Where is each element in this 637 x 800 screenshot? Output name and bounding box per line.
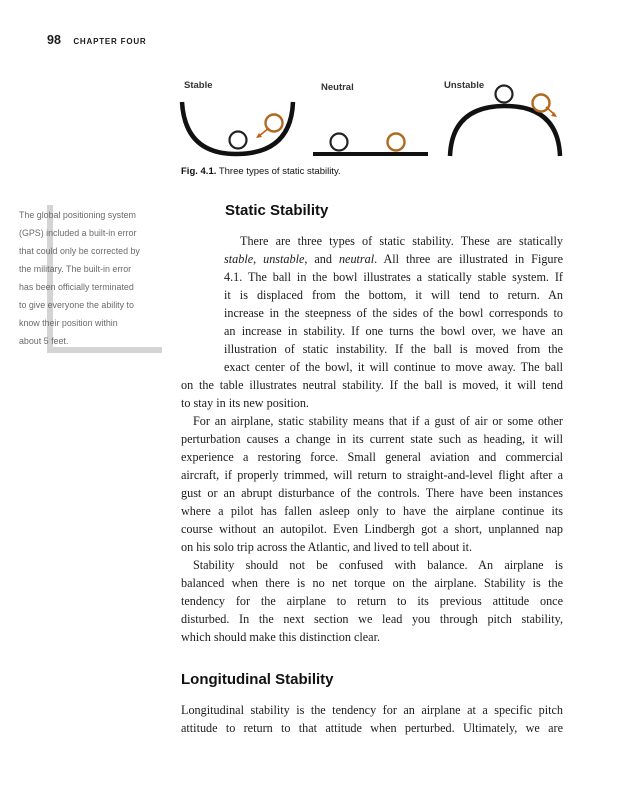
term-neutral: neutral (338, 252, 375, 266)
term-stable: stable (224, 252, 254, 266)
separator: , (253, 252, 264, 266)
body-line: disturbed. In the next section we lead you through pitch stability, (181, 612, 563, 626)
sidebar-note (19, 206, 163, 350)
body-line (224, 250, 563, 268)
body-line: perturbation causes a change in its current state such as heading, it will (181, 432, 563, 446)
section-heading-longitudinal-stability: Longitudinal Stability (181, 671, 334, 688)
neutral-ball-2 (388, 134, 405, 151)
body-line: aircraft, if properly trimmed, will return to straight-and-level flight after a (181, 468, 563, 482)
unstable-hill (450, 106, 560, 156)
sidebar-line: to give everyone the ability to (19, 300, 134, 310)
body-line: on his solo trip across the Atlantic, and lived to tell about it. (181, 540, 473, 554)
body-line: on the table illustrates neutral stability. If the ball is moved, it will tend (181, 378, 563, 392)
stable-ball-rest (230, 132, 247, 149)
body-line: an increase in stability. If one turns the bowl over, we have an (224, 324, 563, 338)
body-line: For an airplane, static stability means that if a gust of air or some other (193, 414, 563, 428)
body-line: Longitudinal stability is the tendency for an airplane at a specific pitch (181, 703, 563, 717)
body-line: course without an autopilot. Even Lindbergh got a short, unplanned nap (181, 522, 563, 536)
body-line: it is displaced from the bottom, it will tend to return. An (224, 288, 563, 302)
body-line: exact center of the bowl, it will continue to move away. The ball (224, 360, 563, 374)
body-line: Stability should not be confused with balance. An airplane is (193, 558, 563, 572)
neutral-table (313, 152, 428, 156)
sidebar-line: The global positioning system (19, 210, 136, 220)
sidebar-line: about 5 feet. (19, 336, 69, 346)
body-text: . All three are illustrated in Figure (374, 252, 563, 266)
caption-text: Three types of static stability. (218, 166, 341, 177)
body-line: attitude to return to that attitude when perturbed. Ultimately, we are (181, 721, 563, 735)
sidebar-line: (GPS) included a built-in error (19, 228, 137, 238)
caption-label: Fig. 4.1. (181, 166, 217, 177)
sidebar-line: that could only be corrected by (19, 246, 140, 256)
body-line: There are three types of static stability. These are statically (240, 234, 563, 248)
figure-static-stability (176, 76, 572, 166)
body-line: tendency for the airplane to return to its previous attitude once (181, 594, 563, 608)
stable-arrow (259, 128, 269, 136)
body-line: 4.1. The ball in the bowl illustrates a statically stable system. If (224, 270, 563, 284)
neutral-ball-1 (331, 134, 348, 151)
stable-label: Stable (184, 80, 213, 91)
body-line: increase in the steepness of the sides of the bowl corresponds to (224, 306, 563, 320)
unstable-label: Unstable (444, 80, 485, 91)
body-line: which should make this distinction clear. (181, 630, 381, 644)
body-line: gust or an abrupt disturbance of the controls. There have been instances (181, 486, 563, 500)
running-header (47, 31, 147, 49)
sidebar-line: know their position within (19, 318, 118, 328)
term-unstable: unstable (263, 252, 305, 266)
section-heading-static-stability: Static Stability (225, 202, 329, 219)
figure-drawing (176, 76, 572, 166)
separator: , and (304, 252, 339, 266)
body-line: illustration of static instability. If the ball is moved from the (224, 342, 563, 356)
body-line: balanced when there is no net torque on the airplane. Stability is the (181, 576, 563, 590)
figure-caption (181, 166, 341, 177)
chapter-label: CHAPTER FOUR (73, 37, 147, 46)
body-line: experience a restoring force. Small general aviation and commercial (181, 450, 563, 464)
neutral-label: Neutral (321, 82, 354, 93)
unstable-ball-displaced (533, 95, 550, 112)
sidebar-line: the military. The built-in error (19, 264, 132, 274)
unstable-arrow (546, 107, 554, 114)
body-line: to stay in its new position. (181, 396, 309, 410)
sidebar-line: has been officially terminated (19, 282, 134, 292)
page-number: 98 (47, 33, 61, 47)
unstable-ball-top (496, 86, 513, 103)
body-line: where a pilot has fallen asleep only to have the airplane continue its (181, 504, 563, 518)
